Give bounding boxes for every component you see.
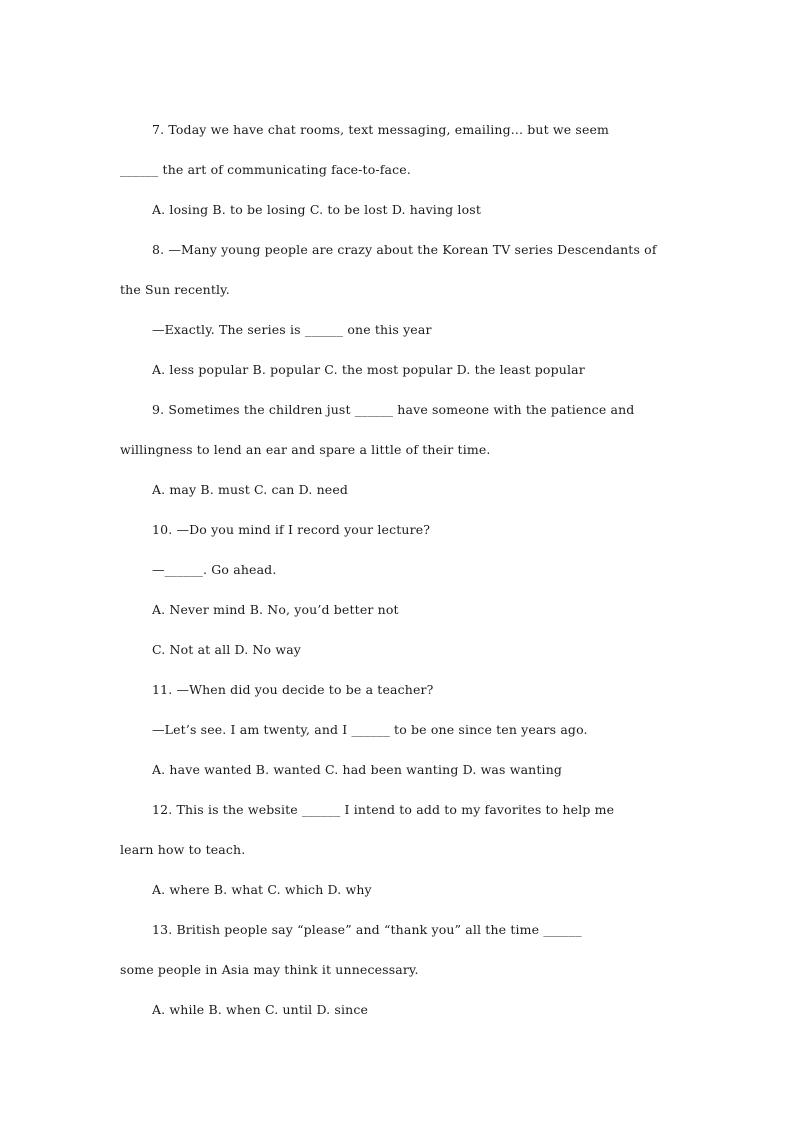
q10-stem: 10. —Do you mind if I record your lecture?	[152, 522, 431, 537]
q9-stem-line-2: willingness to lend an ear and spare a little of their time.	[120, 442, 491, 457]
q8-stem-line-1: 8. —Many young people are crazy about the Korean TV series Descendants of	[152, 242, 657, 257]
q12-stem-line-1: 12. This is the website ______ I intend to add to my favorites to help me	[152, 802, 615, 817]
q11-reply: —Let’s see. I am twenty, and I ______ to be one since ten years ago.	[152, 722, 588, 737]
q13-stem-line-2: some people in Asia may think it unnecessary.	[120, 962, 419, 977]
q11-stem: 11. —When did you decide to be a teacher?	[152, 682, 434, 697]
q8-reply: —Exactly. The series is ______ one this year	[152, 322, 432, 337]
q7-stem-line-2: ______ the art of communicating face-to-face.	[120, 162, 411, 177]
q11-options: A. have wanted B. wanted C. had been wanting D. was wanting	[152, 762, 563, 777]
q8-stem-line-2: the Sun recently.	[120, 282, 230, 297]
q10-reply: —______. Go ahead.	[152, 562, 277, 577]
q13-options: A. while B. when C. until D. since	[152, 1002, 369, 1017]
question-list	[120, 110, 680, 1030]
q10-options-line-1: A. Never mind B. No, you’d better not	[152, 602, 399, 617]
q12-options: A. where B. what C. which D. why	[152, 882, 372, 897]
q9-options: A. may B. must C. can D. need	[152, 482, 349, 497]
q12-stem-line-2: learn how to teach.	[120, 842, 246, 857]
q13-stem-line-1: 13. British people say “please” and “thank you” all the time ______	[152, 922, 582, 937]
q9-stem-line-1: 9. Sometimes the children just ______ have someone with the patience and	[152, 402, 635, 417]
q8-options: A. less popular B. popular C. the most popular D. the least popular	[152, 362, 585, 377]
q7-stem-line-1: 7. Today we have chat rooms, text messaging, emailing... but we seem	[152, 122, 610, 137]
q7-options: A. losing B. to be losing C. to be lost D. having lost	[152, 202, 481, 217]
q10-options-line-2: C. Not at all D. No way	[152, 642, 302, 657]
